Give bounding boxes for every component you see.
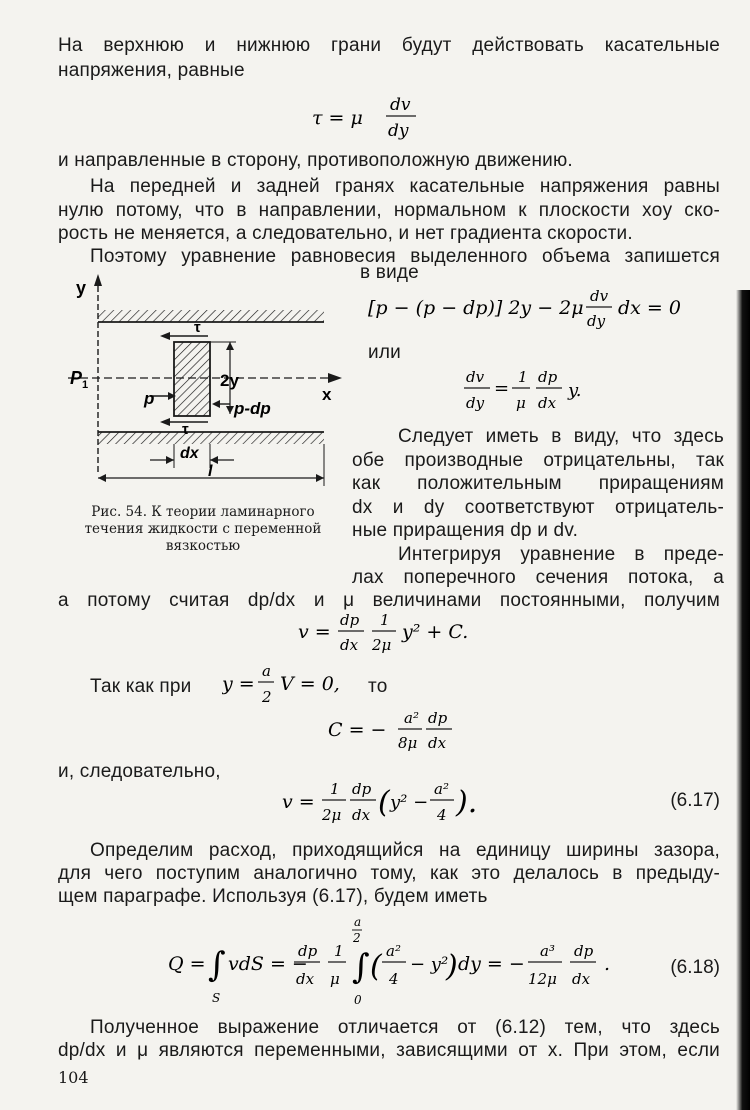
text-line: Интегрируя уравнение в преде- <box>398 544 724 565</box>
svg-text:a³: a³ <box>540 942 555 960</box>
label-tau-bottom: τ <box>182 421 189 438</box>
svg-text:v =: v = <box>298 621 331 643</box>
svg-text:dx: dx <box>428 734 447 752</box>
svg-text:dv: dv <box>466 368 485 386</box>
text-line: для чего поступим аналогично тому, как это делалось в предыду- <box>58 863 720 884</box>
text-line: и направленные в сторону, противоположную движению. <box>58 150 573 171</box>
equation-dvdy-svg <box>464 366 614 416</box>
equation-number-618: (6.18) <box>670 957 720 978</box>
figure-54-drawing <box>58 272 348 502</box>
svg-text:τ = μ: τ = μ <box>312 107 363 129</box>
label-p-dp: p-dp <box>234 399 271 418</box>
equation-C-svg <box>328 708 468 758</box>
caption-line: вязкостью <box>165 538 241 554</box>
text-line: щем параграфе. Используя (6.17), будем иметь <box>58 886 488 907</box>
svg-text:dp: dp <box>574 942 594 960</box>
svg-text:dv: dv <box>590 287 609 305</box>
text-line: Следует иметь в виду, что здесь <box>398 426 724 447</box>
text-line: нулю потому, что в направлении, нормальном к плоскости xoy ско- <box>58 200 720 221</box>
svg-text:vdS = −: vdS = − <box>228 953 308 975</box>
svg-text:.: . <box>604 953 611 975</box>
svg-text:a²: a² <box>404 709 419 727</box>
svg-text:y² + C.: y² + C. <box>402 621 469 643</box>
svg-text:1: 1 <box>518 368 528 386</box>
svg-text:dv: dv <box>390 95 411 115</box>
svg-text:dx: dx <box>340 636 359 654</box>
svg-text:=: = <box>494 378 510 399</box>
svg-text:1: 1 <box>334 942 344 960</box>
svg-text:y² −: y² − <box>390 792 429 813</box>
label-p1: P <box>70 368 83 388</box>
text-line: ные приращения dp и dv. <box>352 520 579 541</box>
equation-v1-svg <box>298 610 498 660</box>
svg-text:a²: a² <box>434 780 449 798</box>
equation-dvdy <box>464 366 614 421</box>
equation-v1 <box>298 610 498 665</box>
svg-text:S: S <box>212 991 221 1005</box>
text-line: как положительным приращениям <box>352 473 724 494</box>
svg-text:C = −: C = − <box>328 719 387 741</box>
svg-text:0: 0 <box>354 993 362 1007</box>
label-x: x <box>322 385 332 404</box>
svg-text:a²: a² <box>386 942 401 960</box>
svg-text:μ: μ <box>330 970 340 988</box>
text-line: На передней и задней гранях касательные напряжения равны <box>90 176 720 197</box>
text-line: или <box>368 342 401 363</box>
equation-cond-svg <box>222 660 362 710</box>
label-p1-sub: 1 <box>82 379 89 391</box>
svg-text:dy = −: dy = − <box>458 953 525 975</box>
label-dx: dx <box>180 445 199 462</box>
figure-54 <box>58 272 348 506</box>
equation-number-617: (6.17) <box>670 790 720 811</box>
svg-text:4: 4 <box>389 970 399 988</box>
text-line: dp/dx и μ являются переменными, зависящими от x. При этом, если <box>58 1040 720 1061</box>
svg-text:1: 1 <box>330 780 340 798</box>
svg-text:dx = 0: dx = 0 <box>618 297 681 319</box>
text-line: и, следовательно, <box>58 761 221 782</box>
svg-text:dp: dp <box>352 780 372 798</box>
svg-text:a: a <box>354 915 362 929</box>
svg-text:(: ( <box>378 785 390 820</box>
label-y: y <box>76 278 87 298</box>
svg-text:dx: dx <box>296 970 315 988</box>
scan-shadow-edge <box>736 290 750 1110</box>
svg-text:2: 2 <box>262 688 272 706</box>
svg-text:2μ: 2μ <box>322 806 342 824</box>
svg-text:v =: v = <box>282 791 315 813</box>
svg-text:): ) <box>446 949 458 984</box>
svg-text:∫: ∫ <box>208 945 226 985</box>
text-line: Определим расход, приходящийся на единицу ширины зазора, <box>90 840 720 861</box>
text-line: обе производные отрицательны, так <box>352 450 724 471</box>
svg-text:dp: dp <box>538 368 558 386</box>
svg-text:dx: dx <box>572 970 591 988</box>
text-line: dx и dy соответствуют отрицатель- <box>352 497 724 518</box>
svg-text:dy: dy <box>587 312 606 330</box>
equation-Q <box>168 912 638 1013</box>
figure-caption <box>58 504 348 555</box>
equation-balance-svg <box>368 286 688 336</box>
caption-line: Рис. 54. К теории ламинарного <box>91 504 315 520</box>
svg-text:(: ( <box>370 949 382 984</box>
svg-text:μ: μ <box>516 394 526 412</box>
svg-text:dp: dp <box>340 611 360 629</box>
svg-text:12μ: 12μ <box>528 970 557 988</box>
svg-text:2μ: 2μ <box>372 636 392 654</box>
svg-text:y.: y. <box>568 380 582 401</box>
equation-tau <box>312 92 422 145</box>
caption-line: течения жидкости с переменной <box>84 521 322 537</box>
text-line: рость не меняется, а следовательно, и нет градиента скорости. <box>58 223 633 244</box>
text-line: Полученное выражение отличается от (6.12) тем, что здесь <box>90 1017 720 1038</box>
equation-balance <box>368 286 688 341</box>
equation-v2 <box>282 776 482 837</box>
equation-C <box>328 708 468 763</box>
svg-text:∫: ∫ <box>352 947 370 987</box>
text-line: На верхнюю и нижнюю грани будут действовать касательные <box>58 35 720 56</box>
label-l: l <box>208 463 213 480</box>
svg-text:[p − (p − dp)] 2y − 2μ: [p − (p − dp)] 2y − 2μ <box>368 297 584 319</box>
text-line: напряжения, равные <box>58 60 245 81</box>
label-tau-top: τ <box>194 319 201 336</box>
equation-cond <box>222 660 362 715</box>
text-line: Поэтому уравнение равновесия выделенного объема запишется <box>90 246 720 267</box>
bottom-wall <box>98 432 324 444</box>
top-wall <box>98 310 324 322</box>
svg-text:dy: dy <box>466 394 485 412</box>
svg-text:1: 1 <box>380 611 390 629</box>
equation-tau-svg <box>312 92 422 140</box>
svg-text:dx: dx <box>538 394 557 412</box>
label-p: p <box>144 389 155 408</box>
text-line: а потому считая dp/dx и μ величинами постоянными, получим <box>58 590 720 611</box>
svg-text:dp: dp <box>428 709 448 727</box>
text-line: то <box>368 676 388 697</box>
svg-text:).: ). <box>456 785 478 820</box>
text-line: лах поперечного сечения потока, а <box>352 567 724 588</box>
svg-text:4: 4 <box>437 806 447 824</box>
svg-text:y =: y = <box>222 673 255 695</box>
svg-text:8μ: 8μ <box>398 734 418 752</box>
svg-text:− y²: − y² <box>410 954 449 975</box>
svg-text:2: 2 <box>353 931 361 945</box>
fluid-element <box>174 342 210 416</box>
text-line: Так как при <box>90 676 192 697</box>
text-line: в виде <box>360 262 419 283</box>
svg-text:Q =: Q = <box>168 953 206 975</box>
page-number: 104 <box>58 1068 89 1087</box>
svg-text:dy: dy <box>388 121 409 140</box>
svg-text:a: a <box>262 662 271 680</box>
equation-v2-svg <box>282 776 482 832</box>
equation-Q-svg <box>168 912 638 1008</box>
svg-text:V = 0,: V = 0, <box>280 673 340 695</box>
svg-text:dx: dx <box>352 806 371 824</box>
label-2y: 2y <box>220 371 239 390</box>
svg-text:dp: dp <box>298 942 318 960</box>
